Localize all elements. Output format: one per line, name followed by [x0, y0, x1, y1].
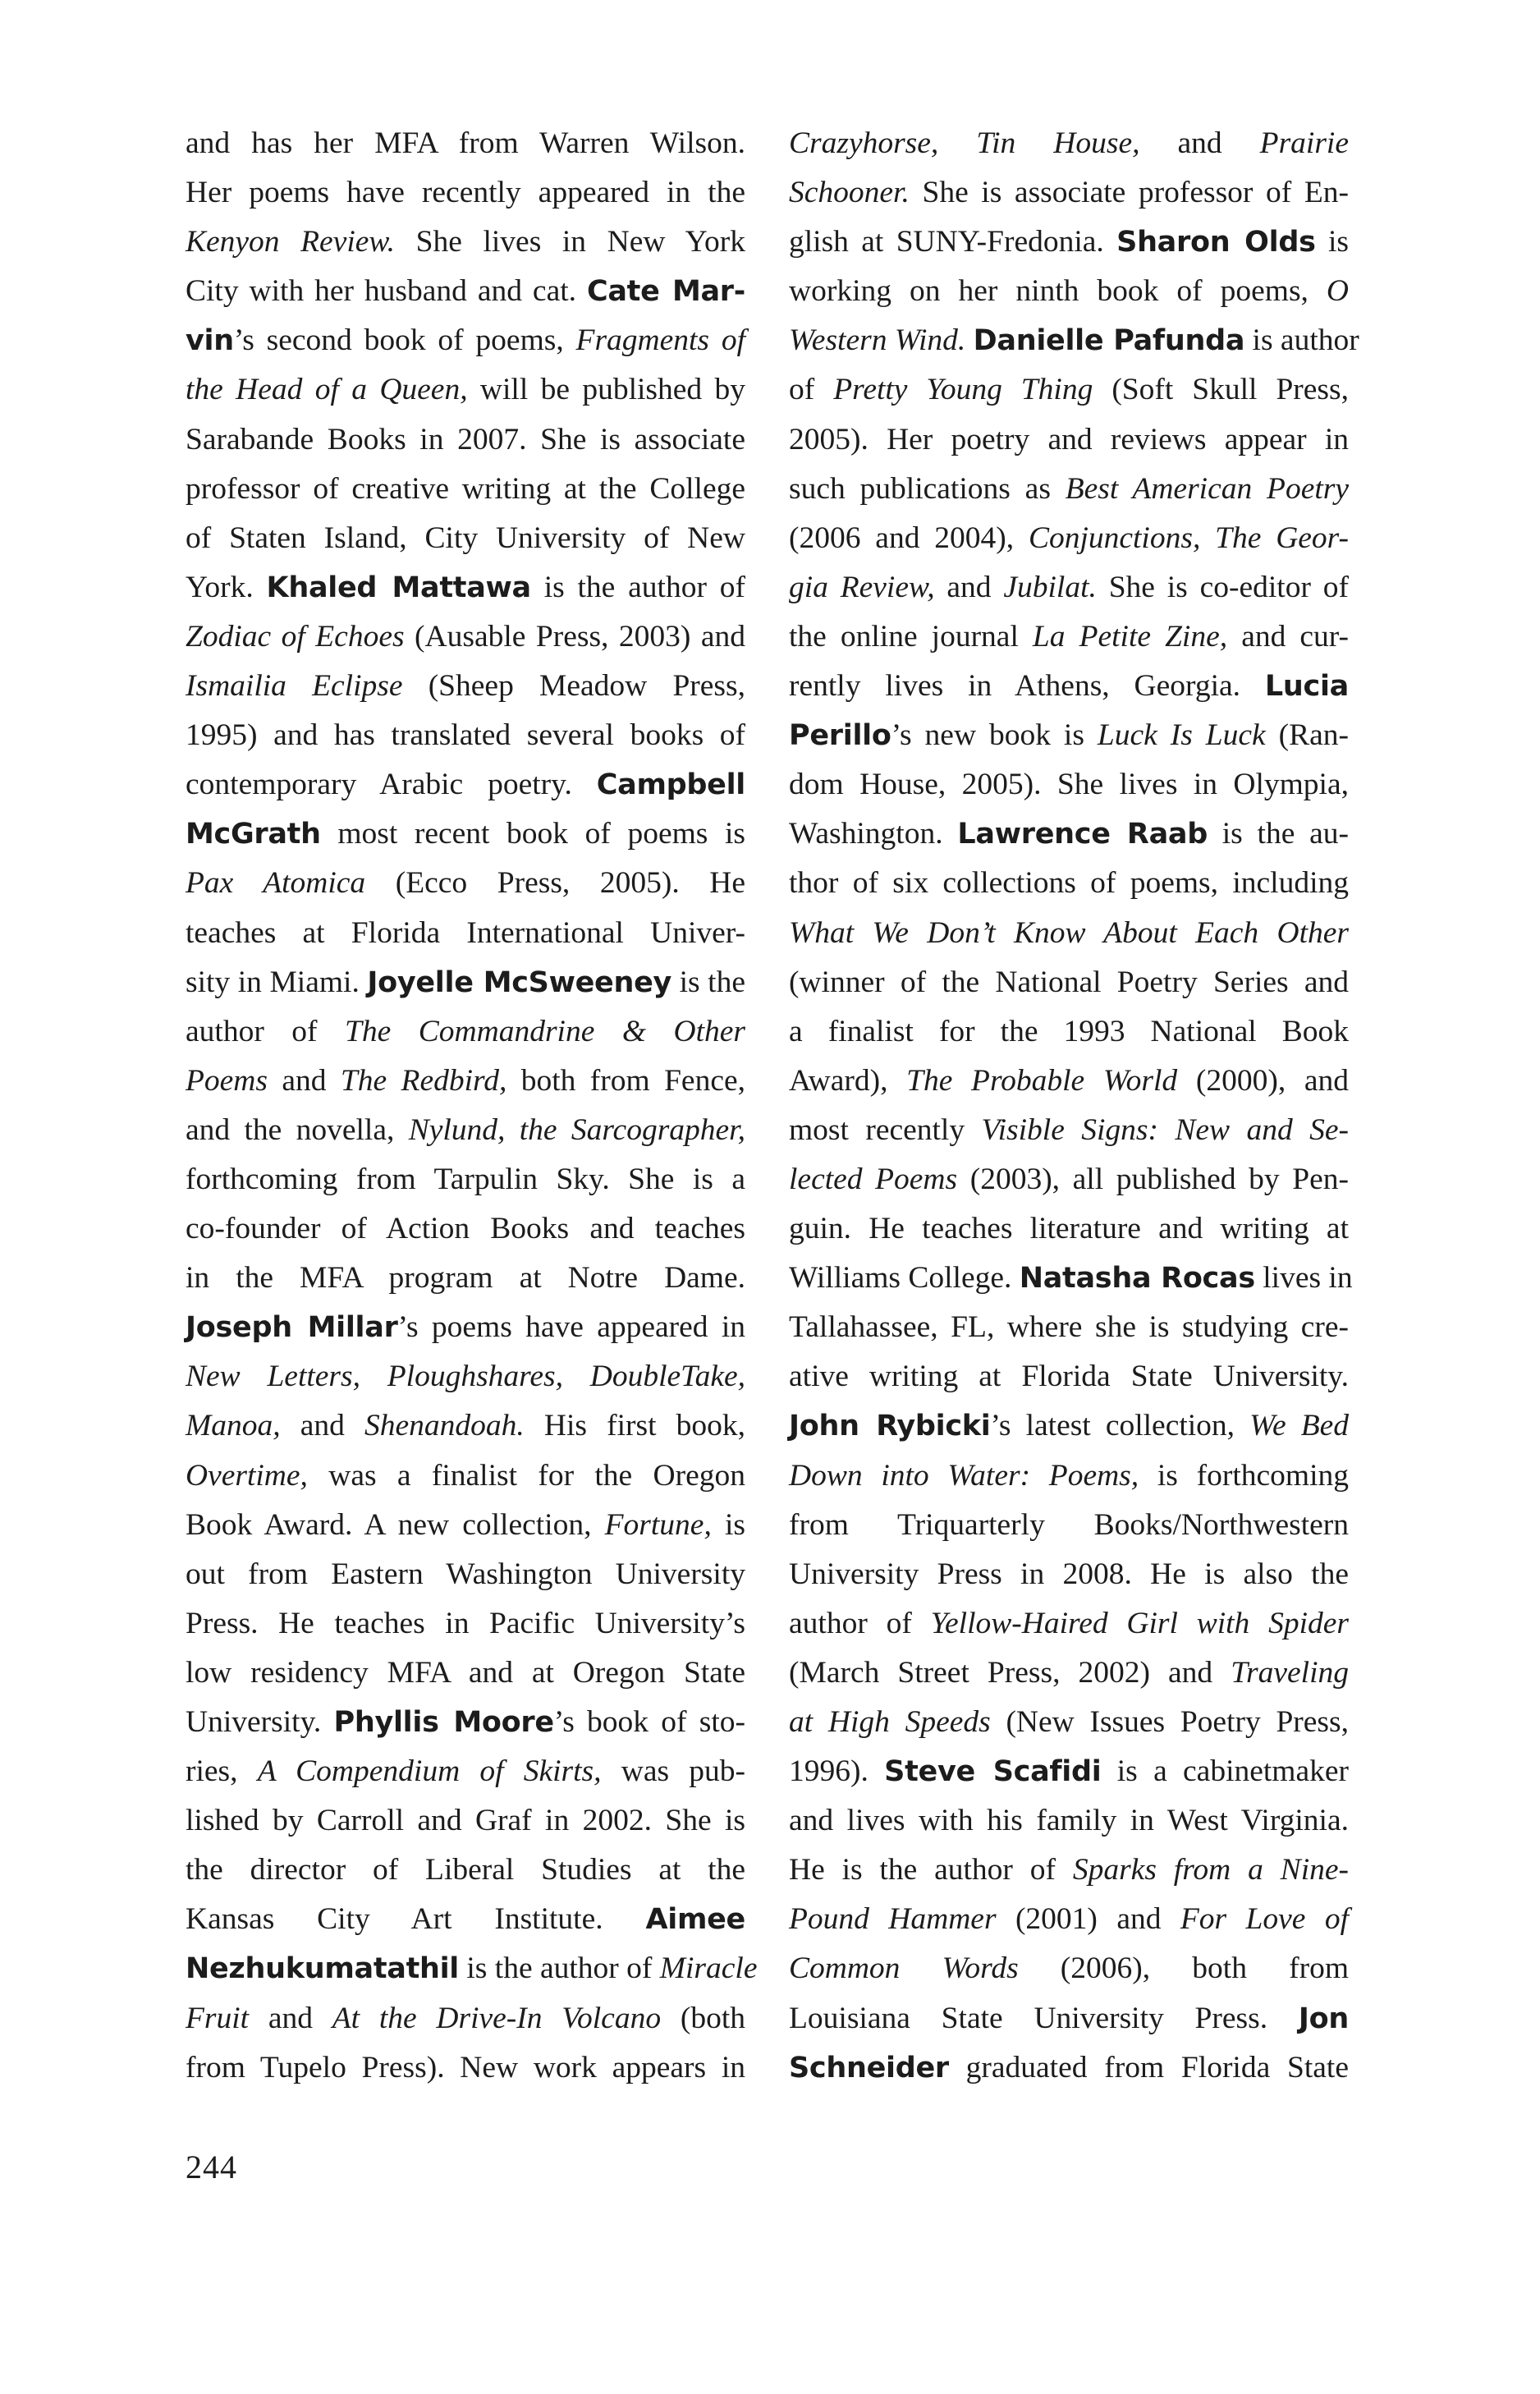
- text-run: Book Award. A new collection,: [186, 1507, 605, 1542]
- title-italic: Western Wind.: [789, 323, 966, 358]
- text-run: University.: [186, 1705, 334, 1739]
- text-run: (New Issues Poetry Press,: [990, 1705, 1349, 1739]
- text-run: and: [267, 1063, 341, 1098]
- left-text-column: [186, 119, 758, 2093]
- text-line: [186, 1204, 745, 1254]
- text-run: She is associate professor of En-: [909, 176, 1349, 210]
- text-run: and has her MFA from Warren Wilson.: [186, 126, 745, 160]
- text-run: Williams College.: [789, 1261, 1020, 1296]
- title-italic: Fortune,: [604, 1507, 712, 1542]
- text-line: [789, 168, 1349, 218]
- text-run: She lives in New York: [395, 225, 745, 259]
- title-italic: We Bed: [1249, 1409, 1349, 1443]
- text-run: both from Fence,: [506, 1063, 745, 1098]
- text-run: is the au-: [1207, 817, 1350, 851]
- text-line: [186, 168, 745, 218]
- text-line: [186, 859, 745, 908]
- title-italic: Crazyhorse, Tin House,: [789, 126, 1140, 160]
- text-run: University Press in 2008. He is also the: [789, 1557, 1349, 1591]
- title-italic: Down into Water: Poems,: [789, 1458, 1139, 1493]
- text-line: [789, 1994, 1349, 2043]
- text-run: ’s latest collection,: [990, 1409, 1250, 1443]
- contributor-name: Perillo: [789, 719, 891, 753]
- text-run: She is co-editor of: [1096, 570, 1349, 604]
- text-run: Washington.: [789, 817, 958, 851]
- text-run: Kansas City Art Institute.: [186, 1902, 646, 1937]
- title-italic: Nylund, the Sarcographer,: [408, 1112, 745, 1147]
- text-line: [789, 1401, 1349, 1451]
- contributor-notes-paragraph: [186, 119, 758, 2093]
- contributor-name: John Rybicki: [789, 1410, 991, 1443]
- text-line: [789, 1352, 1349, 1401]
- title-italic: Luck Is Luck: [1097, 718, 1266, 753]
- text-run: is: [1315, 225, 1349, 259]
- text-line: [186, 1747, 745, 1796]
- text-line: [186, 1994, 745, 2043]
- title-italic: The Commandrine & Other: [345, 1014, 745, 1048]
- contributor-name: Jon: [1298, 2002, 1349, 2035]
- text-line: [789, 1649, 1349, 1698]
- title-italic: O: [1326, 274, 1349, 309]
- text-run: the director of Liberal Studies at the: [186, 1853, 745, 1887]
- text-run: is the author of: [530, 570, 745, 604]
- text-run: (both: [661, 2001, 745, 2035]
- text-line: [789, 1895, 1349, 1944]
- text-run: (2003), all published by Pen-: [957, 1162, 1349, 1196]
- right-text-column: [789, 119, 1359, 2093]
- title-italic: Miracle: [659, 1951, 758, 1986]
- text-run: and lives with his family in West Virginia.: [789, 1804, 1349, 1838]
- text-run: out from Eastern Washington University: [186, 1557, 745, 1591]
- text-run: low residency MFA and at Oregon State: [186, 1655, 745, 1690]
- contributor-notes-paragraph: [789, 119, 1359, 2093]
- text-line: [789, 760, 1349, 809]
- title-italic: The Probable World: [906, 1063, 1178, 1098]
- title-italic: Conjunctions, The Geor-: [1028, 521, 1349, 555]
- text-line: [186, 1599, 745, 1649]
- contributor-name: Schneider: [789, 2051, 949, 2084]
- contributor-name: Campbell: [596, 768, 745, 802]
- text-run: His first book,: [524, 1409, 745, 1443]
- text-line: [186, 1501, 745, 1550]
- title-italic: Pax Atomica: [186, 866, 366, 901]
- title-italic: Pound Hammer: [789, 1902, 997, 1937]
- text-run: is: [711, 1507, 745, 1542]
- text-line: [789, 1057, 1349, 1106]
- text-run: and: [934, 570, 1004, 604]
- text-line: [789, 1501, 1349, 1550]
- text-run: contemporary Arabic poetry.: [186, 768, 597, 802]
- title-italic: Fragments of: [575, 323, 745, 358]
- text-run: in the MFA program at Notre Dame.: [186, 1261, 745, 1296]
- contributor-name: Natasha Rocas: [1019, 1262, 1255, 1296]
- text-run: from Tupelo Press). New work appears in: [186, 2050, 745, 2084]
- text-run: forthcoming from Tarpulin Sky. She is a: [186, 1162, 745, 1196]
- title-italic: gia Review,: [789, 570, 935, 604]
- text-run: (Ran-: [1265, 718, 1350, 753]
- contributor-name: vin: [186, 324, 234, 358]
- contributor-name: Aimee: [645, 1903, 745, 1937]
- title-italic: Fruit: [186, 2001, 250, 2035]
- text-line: [186, 465, 745, 514]
- text-run: 2005). Her poetry and reviews appear in: [789, 422, 1349, 456]
- text-line: [789, 1204, 1349, 1254]
- title-italic: A Compendium of Skirts,: [257, 1754, 602, 1789]
- text-line: [186, 1796, 745, 1846]
- text-line: [186, 316, 745, 365]
- text-line: [789, 1846, 1349, 1895]
- text-line: [789, 1698, 1349, 1747]
- title-italic: La Petite Zine,: [1032, 619, 1228, 654]
- text-line: [789, 809, 1349, 859]
- title-italic: lected Poems: [789, 1162, 958, 1196]
- title-italic: For Love of: [1180, 1902, 1349, 1937]
- text-line: [789, 316, 1359, 365]
- title-italic: What We Don’t Know About Each Other: [789, 915, 1349, 950]
- text-line: [186, 267, 745, 316]
- text-run: Award),: [789, 1063, 907, 1098]
- text-line: [789, 1796, 1349, 1846]
- text-run: dom House, 2005). She lives in Olympia,: [789, 768, 1349, 802]
- contributor-name: Joyelle McSweeney: [367, 965, 672, 999]
- text-line: [186, 2043, 745, 2093]
- text-run: [965, 323, 973, 357]
- title-italic: Manoa,: [186, 1409, 281, 1443]
- text-line: [789, 1007, 1349, 1057]
- text-run: was a finalist for the Oregon: [307, 1458, 745, 1493]
- text-run: and: [1139, 126, 1260, 160]
- text-line: [789, 662, 1349, 711]
- text-run: (Sheep Meadow Press,: [402, 669, 745, 704]
- text-run: is the author of: [459, 1951, 660, 1986]
- text-run: (2006 and 2004),: [789, 521, 1029, 555]
- title-italic: Sparks from a Nine-: [1072, 1853, 1349, 1887]
- text-line: [186, 1401, 745, 1451]
- text-line: [789, 465, 1349, 514]
- text-line: [186, 1452, 745, 1501]
- text-run: 1996).: [789, 1754, 885, 1789]
- contributor-name: Lucia: [1264, 670, 1349, 704]
- text-run: from Triquarterly Books/Northwestern: [789, 1507, 1349, 1542]
- contributor-name: Phyllis Moore: [333, 1706, 554, 1739]
- text-run: Her poems have recently appeared in the: [186, 176, 745, 210]
- title-italic: Kenyon Review.: [186, 225, 396, 259]
- text-line: [789, 1599, 1349, 1649]
- text-run: guin. He teaches literature and writing at: [789, 1212, 1349, 1246]
- text-run: is author: [1244, 323, 1359, 358]
- title-italic: The Redbird,: [340, 1063, 507, 1098]
- text-run: (Ausable Press, 2003) and: [404, 619, 745, 654]
- text-run: rently lives in Athens, Georgia.: [789, 669, 1265, 704]
- text-line: [789, 1550, 1349, 1599]
- title-italic: at High Speeds: [789, 1705, 991, 1739]
- text-line: [789, 1747, 1349, 1796]
- text-line: [789, 1106, 1349, 1155]
- title-italic: Visible Signs: New and Se-: [981, 1112, 1349, 1147]
- text-run: co-founder of Action Books and teaches: [186, 1212, 745, 1246]
- text-line: [186, 1846, 745, 1895]
- title-italic: Prairie: [1259, 126, 1349, 160]
- text-run: professor of creative writing at the College: [186, 471, 745, 506]
- text-line: [186, 1649, 745, 1698]
- contributor-name: Khaled Mattawa: [266, 571, 531, 604]
- contributor-name: Sharon Olds: [1116, 226, 1316, 259]
- text-line: [186, 711, 745, 760]
- text-line: [186, 1155, 745, 1204]
- text-line: [789, 1155, 1349, 1204]
- text-run: author of: [186, 1014, 346, 1048]
- text-line: [186, 809, 745, 859]
- title-italic: Schooner.: [789, 176, 910, 210]
- text-line: [186, 1550, 745, 1599]
- title-italic: Overtime,: [186, 1458, 308, 1493]
- text-line: [789, 859, 1349, 908]
- text-run: a finalist for the 1993 National Book: [789, 1014, 1349, 1048]
- contributor-name: McGrath: [186, 818, 321, 851]
- title-italic: Common Words: [789, 1951, 1019, 1986]
- title-italic: At the Drive-In Volcano: [332, 2001, 662, 2035]
- text-line: [186, 1057, 745, 1106]
- title-italic: Best American Poetry: [1065, 471, 1349, 506]
- text-line: [789, 415, 1349, 465]
- text-line: [186, 1352, 745, 1401]
- text-line: [186, 514, 745, 563]
- text-line: [186, 563, 745, 612]
- title-italic: the Head of a Queen,: [186, 373, 468, 407]
- text-run: (Ecco Press, 2005). He: [365, 866, 746, 901]
- text-line: [789, 514, 1349, 563]
- text-line: [789, 1944, 1349, 1993]
- text-run: author of: [789, 1606, 931, 1640]
- text-line: [789, 711, 1349, 760]
- text-run: of: [789, 373, 834, 407]
- text-line: [186, 119, 745, 168]
- text-run: ’s book of sto-: [553, 1705, 745, 1739]
- text-line: [789, 119, 1349, 168]
- text-run: (March Street Press, 2002) and: [789, 1655, 1231, 1690]
- text-run: is the: [671, 965, 745, 999]
- text-run: the online journal: [789, 619, 1033, 654]
- contributor-name: Joseph Millar: [186, 1311, 398, 1345]
- text-run: will be published by: [467, 373, 746, 407]
- text-run: thor of six collections of poems, including: [789, 866, 1349, 901]
- text-run: York.: [186, 570, 267, 604]
- text-run: (winner of the National Poetry Series and: [789, 965, 1349, 999]
- text-run: Press. He teaches in Pacific University’s: [186, 1606, 745, 1640]
- text-line: [789, 909, 1349, 958]
- text-run: such publications as: [789, 471, 1066, 506]
- text-run: and cur-: [1227, 619, 1350, 654]
- text-line: [186, 1944, 758, 1993]
- title-italic: Jubilat.: [1003, 570, 1097, 604]
- text-line: [789, 612, 1349, 662]
- text-run: is forthcoming: [1139, 1458, 1349, 1493]
- text-line: [789, 365, 1349, 415]
- text-run: Tallahassee, FL, where she is studying cre-: [789, 1310, 1349, 1345]
- text-run: ’s second book of poems,: [233, 323, 576, 358]
- text-line: [789, 1452, 1349, 1501]
- text-run: most recently: [789, 1112, 982, 1147]
- text-run: Sarabande Books in 2007. She is associate: [186, 422, 745, 456]
- text-run: sity in Miami.: [186, 965, 368, 999]
- text-line: [186, 1007, 745, 1057]
- text-line: [789, 563, 1349, 612]
- text-run: (2006), both from: [1018, 1951, 1349, 1986]
- text-run: lives in: [1254, 1261, 1353, 1296]
- text-line: [186, 662, 745, 711]
- text-run: is a cabinetmaker: [1101, 1754, 1349, 1789]
- text-run: (Soft Skull Press,: [1093, 373, 1349, 407]
- contributor-name: Danielle Pafunda: [973, 324, 1245, 358]
- text-line: [186, 1895, 745, 1944]
- text-line: [186, 415, 745, 465]
- text-line: [789, 958, 1349, 1007]
- text-line: [186, 1303, 745, 1352]
- text-run: (2000), and: [1177, 1063, 1350, 1098]
- text-line: [186, 909, 745, 958]
- text-run: graduated from Florida State: [948, 2050, 1349, 2084]
- contributor-name: Lawrence Raab: [957, 818, 1208, 851]
- text-run: ’s new book is: [891, 718, 1098, 753]
- text-line: [789, 1303, 1349, 1352]
- text-run: of Staten Island, City University of New: [186, 521, 745, 555]
- text-line: [186, 365, 745, 415]
- text-run: glish at SUNY-Fredonia.: [789, 225, 1117, 259]
- title-italic: Zodiac of Echoes: [186, 619, 405, 654]
- contributor-name: Steve Scafidi: [884, 1755, 1102, 1789]
- contributor-name: Nezhukumatathil: [186, 1952, 460, 1986]
- text-run: lished by Carroll and Graf in 2002. She is: [186, 1804, 745, 1838]
- text-line: [186, 612, 745, 662]
- text-run: ’s poems have appeared in: [397, 1310, 746, 1345]
- title-italic: Ismailia Eclipse: [186, 669, 403, 704]
- text-run: ries,: [186, 1754, 258, 1789]
- title-italic: Pretty Young Thing: [833, 373, 1093, 407]
- text-line: [186, 218, 745, 267]
- text-line: [186, 958, 745, 1007]
- contributor-name: Cate Mar-: [586, 275, 745, 309]
- text-line: [789, 1254, 1353, 1303]
- text-line: [789, 218, 1349, 267]
- text-run: and: [280, 1409, 364, 1443]
- text-run: and the novella,: [186, 1112, 409, 1147]
- text-line: [186, 1106, 745, 1155]
- page-number: 244: [186, 2149, 237, 2185]
- title-italic: Poems: [186, 1063, 268, 1098]
- text-run: working on her ninth book of poems,: [789, 274, 1327, 309]
- text-run: City with her husband and cat.: [186, 274, 587, 309]
- text-run: teaches at Florida International Univer-: [186, 915, 745, 950]
- text-run: most recent book of poems is: [320, 817, 745, 851]
- text-line: [789, 267, 1349, 316]
- text-run: Louisiana State University Press.: [789, 2001, 1299, 2035]
- text-line: [789, 2043, 1349, 2093]
- text-run: was pub-: [601, 1754, 745, 1789]
- title-italic: Yellow-Haired Girl with Spider: [930, 1606, 1349, 1640]
- title-italic: Traveling: [1231, 1655, 1349, 1690]
- text-run: (2001) and: [996, 1902, 1180, 1937]
- text-run: ative writing at Florida State University.: [789, 1360, 1349, 1394]
- title-italic: Shenandoah.: [364, 1409, 525, 1443]
- text-run: He is the author of: [789, 1853, 1073, 1887]
- title-italic: New Letters, Ploughshares, DoubleTake,: [186, 1360, 745, 1394]
- text-line: [186, 760, 745, 809]
- text-run: 1995) and has translated several books of: [186, 718, 745, 753]
- text-run: and: [249, 2001, 332, 2035]
- text-line: [186, 1698, 745, 1747]
- text-line: [186, 1254, 745, 1303]
